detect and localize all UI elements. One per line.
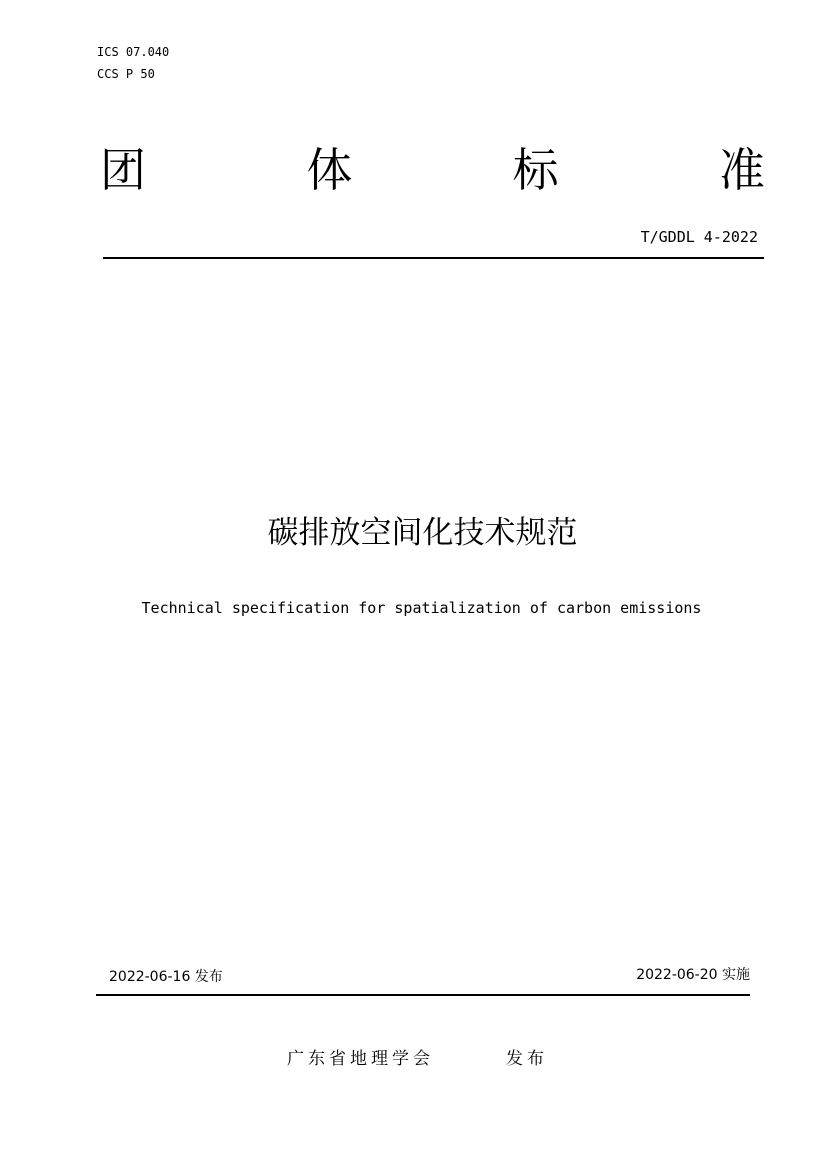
header-divider [103,257,764,259]
classification-codes [97,41,169,85]
publication-date: 2022-06-16 发布 [109,969,223,985]
publisher-name: 广东省地理学会 [287,1049,434,1069]
ics-code: ICS 07.040 [97,45,170,59]
ccs-code: CCS P 50 [97,67,155,81]
implementation-date: 2022-06-20 实施 [636,967,750,983]
footer-divider [96,994,750,996]
document-type-char: 准 [718,143,765,197]
publisher-action: 发布 [506,1049,548,1069]
standard-number: T/GDDL 4-2022 [640,228,758,246]
document-type-heading [100,140,765,200]
document-type-char: 团 [100,143,146,197]
title-english: Technical specification for spatialization of carbon emissions [141,599,702,617]
document-type-char: 标 [512,143,559,197]
title-chinese: 碳排放空间化技术规范 [267,515,578,551]
document-type-char: 体 [306,143,353,197]
